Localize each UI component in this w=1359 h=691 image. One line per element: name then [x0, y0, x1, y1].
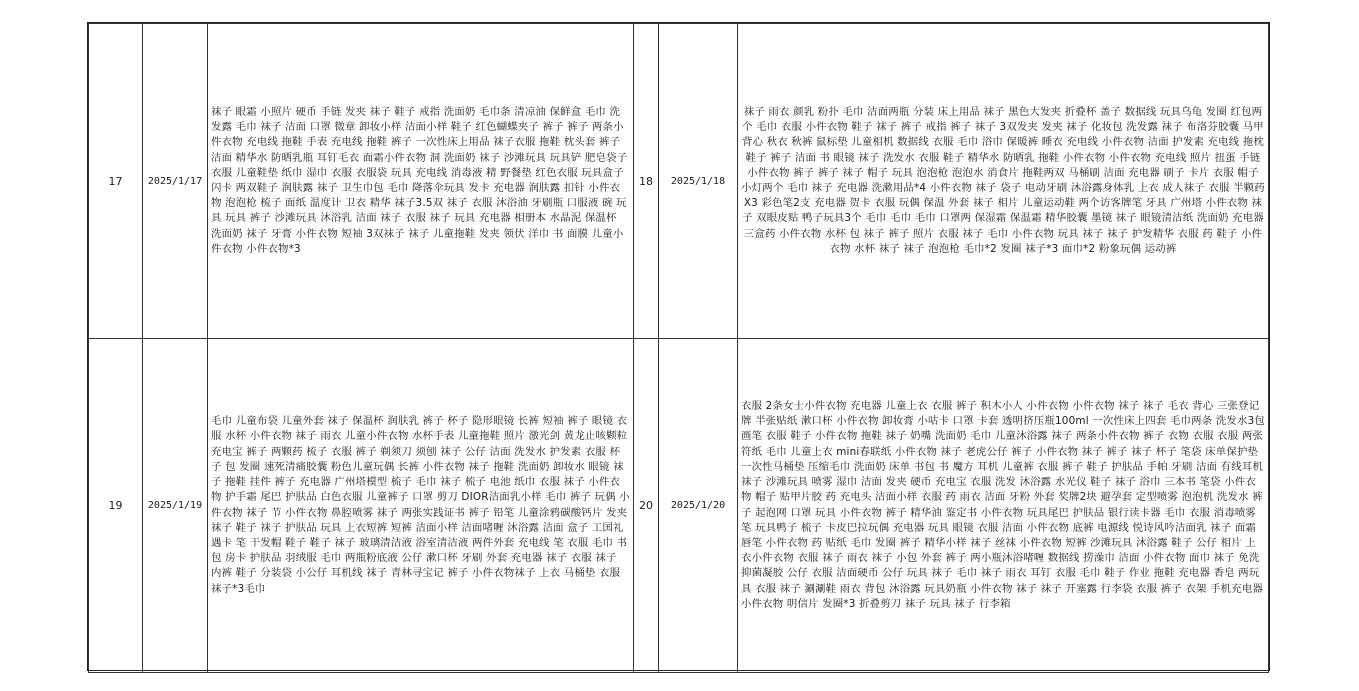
table-row	[89, 339, 1269, 673]
items-cell	[738, 339, 1269, 673]
lost-items-table-frame	[87, 22, 1270, 671]
items-text: 毛巾 儿童布袋 儿童外套 袜子 保温杯 润肤乳 裤子 杯子 隐形眼镜 长裤 短袖 裤子 眼镜 衣服 水杯 小件衣物 袜子 雨衣 儿童小件衣物 水杯手表 儿童拖鞋 照片 激光剑 黄龙止咳颗粒 充电宝 裤子 两颗药 梳子 衣服 裤子 剃须刀 须刨 袜子 公仔 洁面 洗发水 护发素 衣服 杯子 包 发圈 速死清痛胶囊 粉色儿童玩偶 长裤 小件衣物 袜子 拖鞋 洗面奶 卸妆水 眼镜 袜子 拖鞋 挂件 裤子 充电器 广州塔模型 梳子 毛巾 袜子 梳子 电池 纸巾 衣服 袜子 小件衣物 护手霜 尾巴 护肤品 白色衣服 儿童裤子 口罩 剪刀 DIOR洁面乳小样 毛巾 裤子 玩偶 小件衣物 袜子 节 小件衣物 鼻腔喷雾 袜子 两张实践证书 裤子 铅笔 儿童涂鸦碳酸钙片 发夹 袜子 鞋子 袜子 护肤品 玩具 上衣短裤 短裤 洁面小样 洁面啫喱 沐浴露 洁面 盒子 工国礼遇卡 笔 干发帽 鞋子 鞋子 袜子 玻璃清洁液 浴室清洁液 两件外套 充电线 笔 衣服 毛巾 书包 房卡 护肤品 羽绒服 毛巾 两瓶粉底液 公仔 漱口杯 牙刷 外套 充电器 袜子 衣服 袜子 内裤 鞋子 分装袋 小公仔 耳机线 袜子 青林寻宝记 裤子 小件衣物袜子 上衣 马桶垫 衣服 袜子*3毛巾	[211, 415, 630, 595]
items-text: 衣服 2条女士小件衣物 充电器 儿童上衣 衣服 裤子 积木小人 小件衣物 小件衣物 袜子 袜子 毛衣 背心 三张登记牌 半张贴纸 漱口杯 小件衣物 卸妆膏 小咕卡 口罩 卡套 透明挤压瓶100ml 一次性床上四套 毛巾两条 洗发水3包 画笔 衣服 鞋子 小件衣物 拖鞋 袜子 奶嘴 洗面奶 毛巾 儿童沐浴露 袜子 两条小件衣物 裤子 衣物 衣服 衣服 两张符纸 毛巾 儿童上衣 mini春联纸 小件衣物 袜子 老虎公仔 裤子 小件衣物 袜子 裤子 袜子 杯子 笔袋 床单保护垫 一次性马桶垫 压缩毛巾 洗面奶 床单 书包 书 魔方 耳机 儿童裤 衣服 裤子 鞋子 护肤品 手帕 牙刷 洁面 有线耳机 袜子 沙滩玩具 喷雾 湿巾 洁面 发夹 硬币 充电宝 衣服 洗发 沐浴露 水光仪 鞋子 袜子 浴巾 三本书 笔袋 小件衣物 帽子 贴甲片胶 药 充电头 洁面小样 衣服 药 雨衣 洁面 牙粉 外套 奖牌2块 避孕套 定型喷雾 泡泡机 洗发水 裤子 起泡网 口罩 玩具 小件衣物 裤子 精华油 鉴定书 小件衣物 玩具尾巴 护肤品 银行读卡器 毛巾 衣服 消毒喷雾笔 玩具鸭子 梳子 卡皮巴拉玩偶 充电器 玩具 眼镜 衣服 洁面 小件衣物 底裤 电源线 悦诗风吟洁面乳 袜子 面霜 唇笔 小件衣物 药 贴纸 毛巾 发圈 裤子 精华小样 袜子 丝袜 小件衣物 短裤 沙滩玩具 沐浴露 鞋子 公仔 相片 上衣小件衣物 衣服 袜子 雨衣 袜子 小包 外套 裤子 两小瓶沐浴啫喱 数据线 捞澡巾 洁面 小件衣物 面巾 袜子 免洗抑菌凝胶 公仔 衣服 洁面硬币 公仔 玩具 袜子 毛巾 袜子 雨衣 耳钉 衣服 毛巾 鞋子 作业 拖鞋 充电器 香皂 两玩具 衣服 袜子 涮涮鞋 雨衣 背包 沐浴露 玩具奶瓶 小件衣物 袜子 袜子 开塞露 行李袋 衣服 裤子 衣架 手机充电器 小件衣物 明信片 发圈*3 折叠剪刀 袜子 玩具 袜子 行李箱	[741, 400, 1265, 610]
table-row	[89, 24, 1269, 339]
items-text: 袜子 雨衣 颜乳 粉扑 毛巾 洁面两瓶 分装 床上用品 袜子 黑色大发夹 折叠杯 盖子 数据线 玩具乌龟 发圈 红包两个 毛巾 衣服 小件衣物 鞋子 袜子 裤子 戒指 裤子 袜子 3双发夹 发夹 袜子 化妆包 洗发露 袜子 布洛芬胶囊 马甲背心 秋衣 秋裤 鼠标垫 儿童相机 数据线 衣服 毛巾 浴巾 保暖裤 睡衣 充电线 小件衣物 洁面 护发素 充电线 拖枕 鞋子 裤子 洁面 书 眼镜 袜子 洗发水 衣服 鞋子 精华水 防晒乳 拖鞋 小件衣物 小件衣物 充电线 照片 扭蛋 手链 小件衣物 裤子 裤子 袜子 帽子 玩具 泡泡枪 泡泡水 消食片 拖鞋两双 马桶刷 洁面 充电器 刷子 卡片 衣服 帽子 小灯两个 毛巾 袜子 充电器 洗漱用品*4 小件衣物 袜子 袋子 电动牙刷 沐浴露身体乳 上衣 成人袜子 衣服 半颗药X3 彩色笔2支 充电器 贺卡 衣服 玩偶 保温 外套 袜子 相片 儿童运动鞋 两个访客牌笔 牙具 广州塔 小件衣物 袜子 双眼皮贴 鸭子玩具3个 毛巾 毛巾 毛巾 口罩两 保湿霜 保温霜 精华胶囊 墨镜 袜子 眼镜清洁纸 洗面奶 充电器 三盒药 小件衣物 水杯 包 袜子 裤子 照片 衣服 袜子 毛巾 小件衣物 玩具 袜子 袜子 护发精华 衣服 药 鞋子 小件衣物 水杯 袜子 袜子 泡泡枪 毛巾*2 发圈 袜子*3 面巾*2 粉象玩偶 运动裤	[741, 105, 1265, 255]
row-number: 18	[634, 24, 659, 339]
items-cell	[208, 24, 634, 339]
row-date: 2025/1/19	[143, 339, 208, 673]
items-text: 袜子 眼霜 小照片 硬币 手链 发夹 袜子 鞋子 戒指 洗面奶 毛巾条 清凉油 保鲜盒 毛巾 洗发露 毛巾 袜子 洁面 口罩 微章 卸妆小样 洁面小样 鞋子 红色蝴蝶夹子 裤子 裤子 两条小件衣物 充电线 拖鞋 手表 充电线 拖鞋 裤子 一次性床上用品 袜子衣服 拖鞋 枕头套 裤子 洁面 精华水 防晒乳瓶 耳钉毛衣 面霜小件衣物 洞 洗面奶 袜子 沙滩玩具 玩具铲 肥皂袋子 衣服 儿童鞋垫 纸巾 湿巾 衣服 衣服袋 玩具 充电线 消毒液 精 野餐垫 红色衣服 玩具盒子 闪卡 两双鞋子 润肤露 袜子 卫生巾包 毛巾 降落伞玩具 发卡 充电器 润肤露 扣针 小件衣物 泡泡枪 梳子 面纸 温度计 卫衣 精华 袜子3.5双 袜子 衣服 沐浴油 牙刷瓶 口服液 碗 玩具 玩具 裤子 沙滩玩具 沐浴乳 洁面 袜子 衣服 袜子 玩具 充电器 相册本 水晶泥 保温杯 洗面奶 袜子 牙膏 小件衣物 短袖 3双袜子 袜子 儿童拖鞋 发夹 领伏 洋巾 书 面膜 儿童小件衣物 小件衣物*3	[211, 105, 628, 255]
items-cell	[738, 24, 1269, 339]
row-number: 20	[634, 339, 659, 673]
row-number: 17	[89, 24, 143, 339]
items-cell	[208, 339, 634, 673]
row-number: 19	[89, 339, 143, 673]
row-date: 2025/1/17	[143, 24, 208, 339]
row-date: 2025/1/20	[659, 339, 738, 673]
row-date: 2025/1/18	[659, 24, 738, 339]
lost-items-table	[88, 23, 1269, 673]
